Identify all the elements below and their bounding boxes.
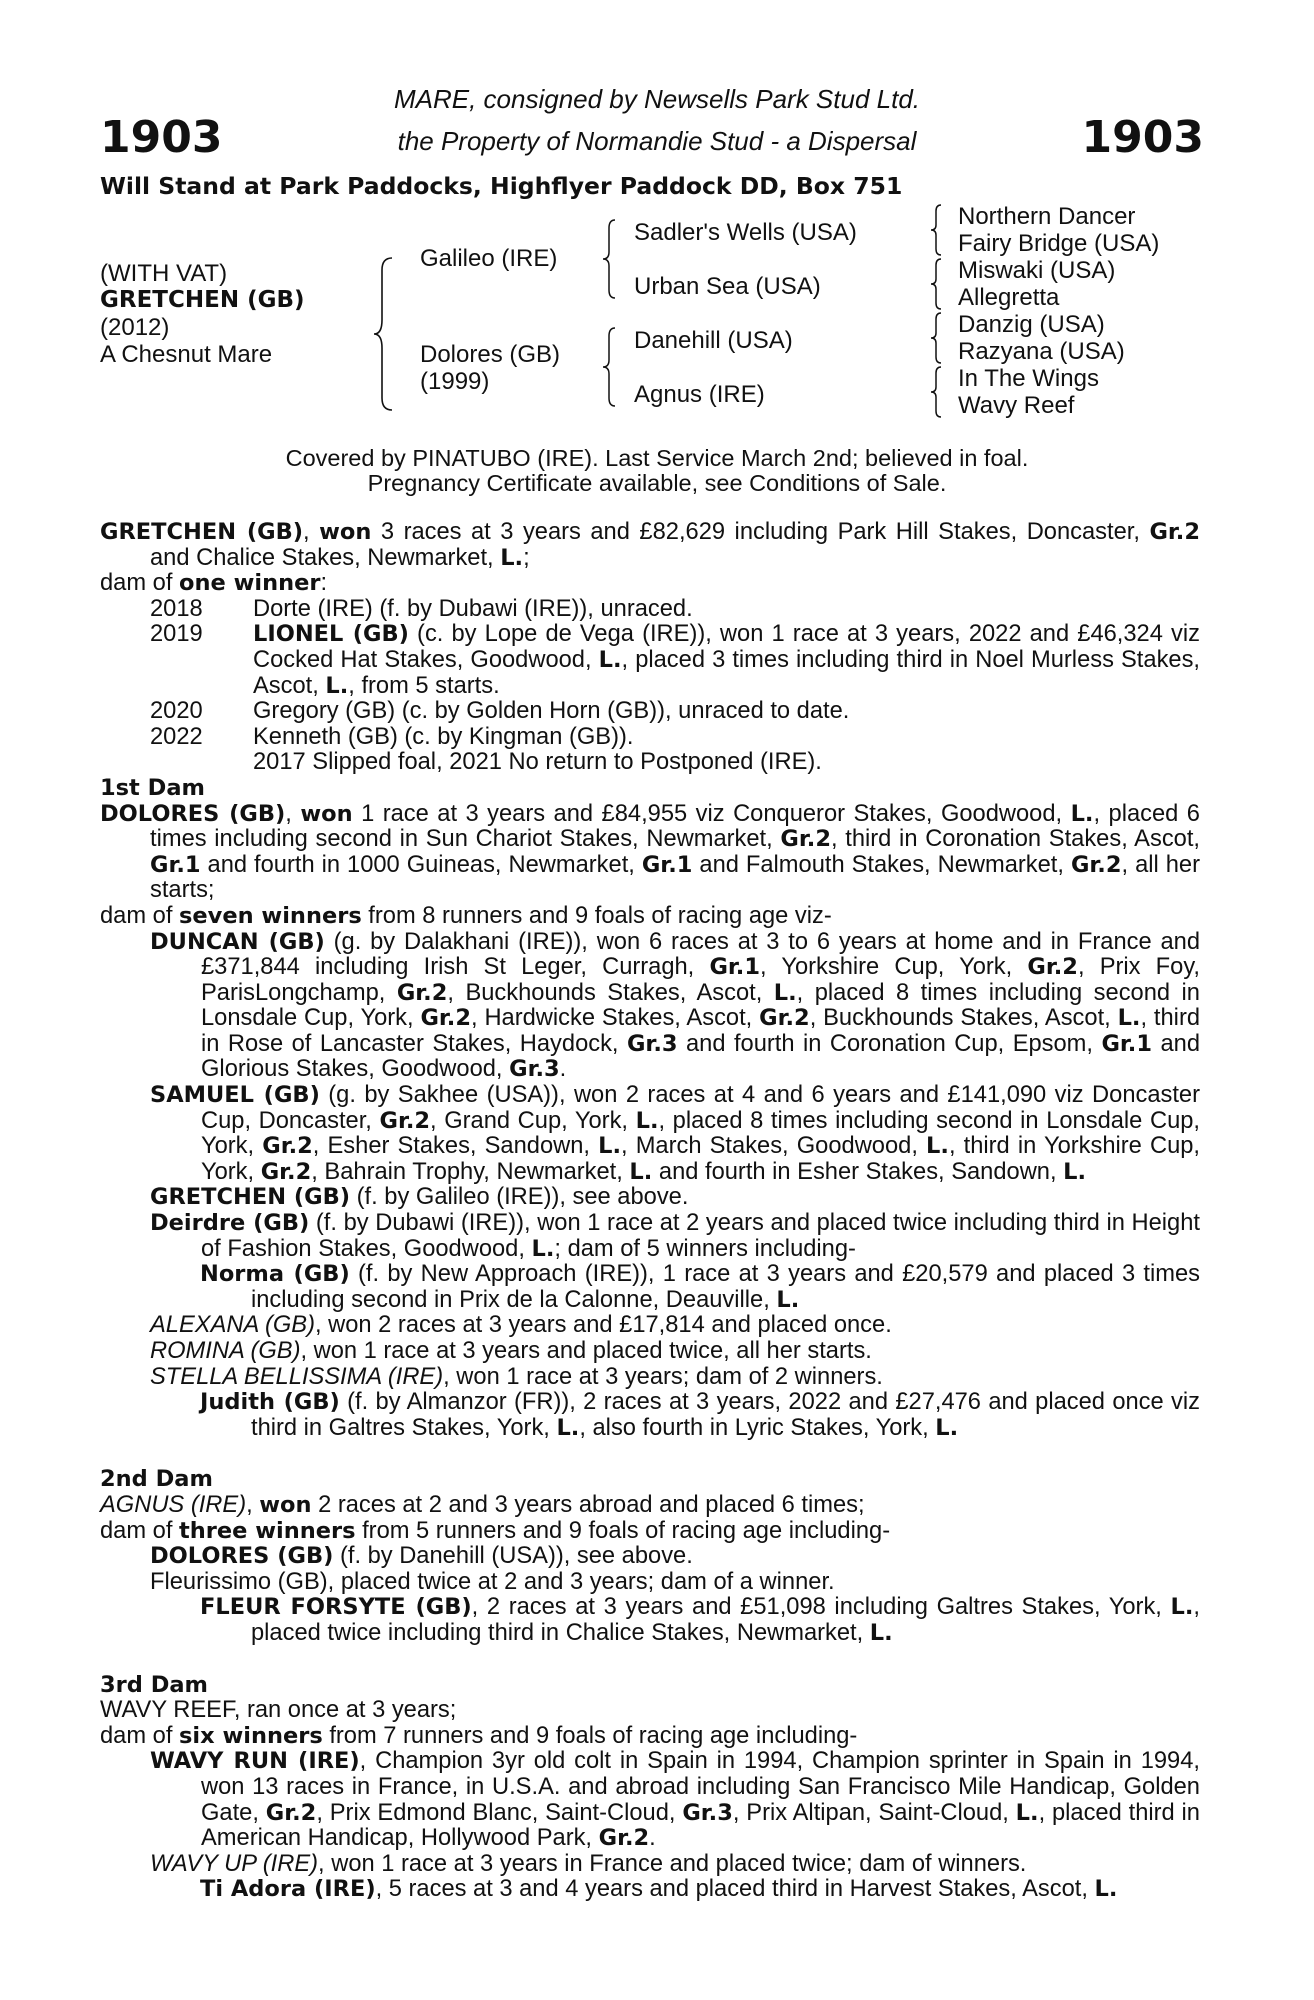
great-grandparent-4: Allegretta: [958, 284, 1060, 311]
great-grandparent-5: Danzig (USA): [958, 311, 1105, 338]
granddam-paternal: Urban Sea (USA): [634, 273, 821, 300]
third-dam-record: WAVY REEF, ran once at 3 years;: [100, 1697, 457, 1724]
progeny-romina: ROMINA (GB), won 1 race at 3 years and placed twice, all her starts.: [150, 1338, 872, 1364]
subject-record: GRETCHEN (GB), won 3 races at 3 years and £82,629 including Park Hill Stakes, Doncaster, Gr.2 and Chalice Stakes, Newmarket, L.;: [100, 519, 1200, 571]
second-dam-record: AGNUS (IRE), won 2 races at 2 and 3 years abroad and placed 6 times;: [100, 1491, 865, 1518]
first-dam-produce-heading: dam of seven winners from 8 runners and 9 foals of racing age viz-: [100, 902, 832, 929]
progeny-fleurissimo: Fleurissimo (GB), placed twice at 2 and 3 years; dam of a winner.: [150, 1568, 835, 1595]
section-gap: [100, 1441, 1200, 1467]
great-grandparent-1: Northern Dancer: [958, 203, 1136, 230]
consignor-line: MARE, consigned by Newsells Park Stud Ltd.: [393, 84, 921, 114]
covered-line: Covered by PINATUBO (IRE). Last Service March 2nd; believed in foal.: [285, 445, 1029, 471]
stand-location: Will Stand at Park Paddocks, Highflyer Paddock DD, Box 751: [100, 172, 903, 200]
pedigree-brace-sire: [600, 218, 618, 300]
pedigree-brace-main: [372, 256, 396, 412]
lot-number-right: 1903: [1081, 112, 1204, 163]
sire-name: Galileo (IRE): [420, 245, 558, 272]
catalogue-body: [100, 520, 1200, 1903]
produce-2020: 2020 Gregory (GB) (c. by Golden Horn (GB)), unraced to date.: [150, 698, 850, 725]
horse-description: A Chesnut Mare: [100, 341, 273, 368]
progeny-dolores: DOLORES (GB) (f. by Danehill (USA)), see above.: [150, 1543, 693, 1570]
progeny-duncan: DUNCAN (GB) (g. by Dalakhani (IRE)), won 6 races at 3 to 6 years at home and in France and £371,844 including Irish St Leger, Curragh, Gr.1, Yorkshire Cup, York, Gr.2, Prix Foy, ParisLongchamp, Gr.2, Buckhounds Stakes, Ascot, L., placed 8 times including second in Lonsdale Cup, York, Gr.2, Hardwicke Stakes, Ascot, Gr.2, Buckhounds Stakes, Ascot, L., third in Rose of Lancaster Stakes, Haydock, Gr.3 and fourth in Coronation Cup, Epsom, Gr.1 and Glorious Stakes, Goodwood, Gr.3.: [150, 928, 1201, 1083]
vat-label: (WITH VAT): [100, 260, 228, 287]
progeny-stella: STELLA BELLISSIMA (IRE), won 1 race at 3 years; dam of 2 winners.: [150, 1363, 883, 1390]
pedigree-brace-g3: [928, 311, 944, 365]
pedigree-brace-g2: [928, 257, 944, 311]
property-line: the Property of Normandie Stud - a Dispersal: [397, 126, 917, 156]
grandsire-maternal: Danehill (USA): [634, 327, 793, 354]
pedigree-brace-g4: [928, 365, 944, 419]
produce-notes: 2017 Slipped foal, 2021 No return to Postponed (IRE).: [253, 749, 822, 776]
great-grandparent-6: Razyana (USA): [958, 338, 1125, 365]
granddam-maternal: Agnus (IRE): [634, 381, 765, 408]
grandsire-paternal: Sadler's Wells (USA): [634, 219, 857, 246]
grandprogeny-ti-adora: Ti Adora (IRE), 5 races at 3 and 4 years and placed third in Harvest Stakes, Ascot, L.: [200, 1876, 1118, 1903]
progeny-samuel: SAMUEL (GB) (g. by Sakhee (USA)), won 2 races at 4 and 6 years and £141,090 viz Doncaster Cup, Doncaster, Gr.2, Grand Cup, York, L., placed 8 times including second in Lonsdale Cup, York, Gr.2, Esher Stakes, Sandown, L., March Stakes, Goodwood, L., third in Yorkshire Cup, York, Gr.2, Bahrain Trophy, Newmarket, L. and fourth in Esher Stakes, Sandown, L.: [150, 1082, 1201, 1185]
pedigree-brace-dam: [600, 326, 618, 408]
lot-number-left: 1903: [100, 112, 223, 163]
grandprogeny-norma: Norma (GB) (f. by New Approach (IRE)), 1 race at 3 years and £20,579 and placed 3 times including second in Prix de la Calonne, Deauville, L.: [200, 1261, 1201, 1313]
progeny-wavy-up: WAVY UP (IRE), won 1 race at 3 years in France and placed twice; dam of winners.: [150, 1850, 1027, 1877]
great-grandparent-7: In The Wings: [958, 365, 1099, 392]
produce-2019: 2019 LIONEL (GB) (c. by Lope de Vega (IRE)), won 1 race at 3 years, 2022 and £46,324 viz Cocked Hat Stakes, Goodwood, L., placed 3 times including third in Noel Murless Stakes, Ascot, L., from 5 starts.: [150, 621, 1201, 699]
great-grandparent-8: Wavy Reef: [958, 392, 1075, 419]
second-dam-heading: 2nd Dam: [100, 1466, 213, 1493]
pedigree-brace-g1: [928, 203, 944, 257]
progeny-alexana: ALEXANA (GB), won 2 races at 3 years and £17,814 and placed once.: [150, 1312, 892, 1339]
dam-name: Dolores (GB): [420, 341, 561, 368]
great-grandparent-2: Fairy Bridge (USA): [958, 230, 1160, 257]
progeny-gretchen: GRETCHEN (GB) (f. by Galileo (IRE)), see above.: [150, 1184, 689, 1211]
section-gap: [100, 1647, 1200, 1673]
progeny-deirdre: Deirdre (GB) (f. by Dubawi (IRE)), won 1 race at 2 years and placed twice including third in Height of Fashion Stakes, Goodwood, L.; dam of 5 winners including-: [150, 1210, 1200, 1262]
grandprogeny-fleur-forsyte: FLEUR FORSYTE (GB), 2 races at 3 years and £51,098 including Galtres Stakes, York, L., placed twice including third in Chalice Stakes, Newmarket, L.: [200, 1594, 1200, 1646]
produce-heading: dam of one winner:: [100, 570, 328, 597]
second-dam-produce-heading: dam of three winners from 5 runners and 9 foals of racing age including-: [100, 1517, 891, 1544]
great-grandparent-3: Miswaki (USA): [958, 257, 1116, 284]
horse-year: (2012): [100, 314, 170, 341]
grandprogeny-judith: Judith (GB) (f. by Almanzor (FR)), 2 races at 3 years, 2022 and £27,476 and placed once viz third in Galtres Stakes, York, L., also fourth in Lyric Stakes, York, L.: [200, 1389, 1200, 1441]
produce-2018: 2018 Dorte (IRE) (f. by Dubawi (IRE)), unraced.: [150, 595, 693, 622]
first-dam-heading: 1st Dam: [100, 774, 205, 801]
produce-2022: 2022 Kenneth (GB) (c. by Kingman (GB)).: [150, 723, 634, 750]
third-dam-produce-heading: dam of six winners from 7 runners and 9 foals of racing age including-: [100, 1722, 858, 1749]
horse-name: GRETCHEN (GB): [100, 287, 305, 313]
progeny-wavy-run: WAVY RUN (IRE), Champion 3yr old colt in Spain in 1994, Champion sprinter in Spain in 1994, won 13 races in France, in U.S.A. and abroad including San Francisco Mile Handicap, Golden Gate, Gr.2, Prix Edmond Blanc, Saint-Cloud, Gr.3, Prix Altipan, Saint-Cloud, L., placed third in American Handicap, Hollywood Park, Gr.2.: [150, 1748, 1200, 1852]
dam-year: (1999): [420, 368, 490, 395]
first-dam-record: DOLORES (GB), won 1 race at 3 years and £84,955 viz Conqueror Stakes, Goodwood, L., placed 6 times including second in Sun Chariot Stakes, Newmarket, Gr.2, third in Coronation Stakes, Ascot, Gr.1 and fourth in 1000 Guineas, Newmarket, Gr.1 and Falmouth Stakes, Newmarket, Gr.2, all her starts;: [100, 800, 1200, 904]
third-dam-heading: 3rd Dam: [100, 1671, 208, 1698]
pregnancy-line: Pregnancy Certificate available, see Conditions of Sale.: [367, 470, 947, 496]
